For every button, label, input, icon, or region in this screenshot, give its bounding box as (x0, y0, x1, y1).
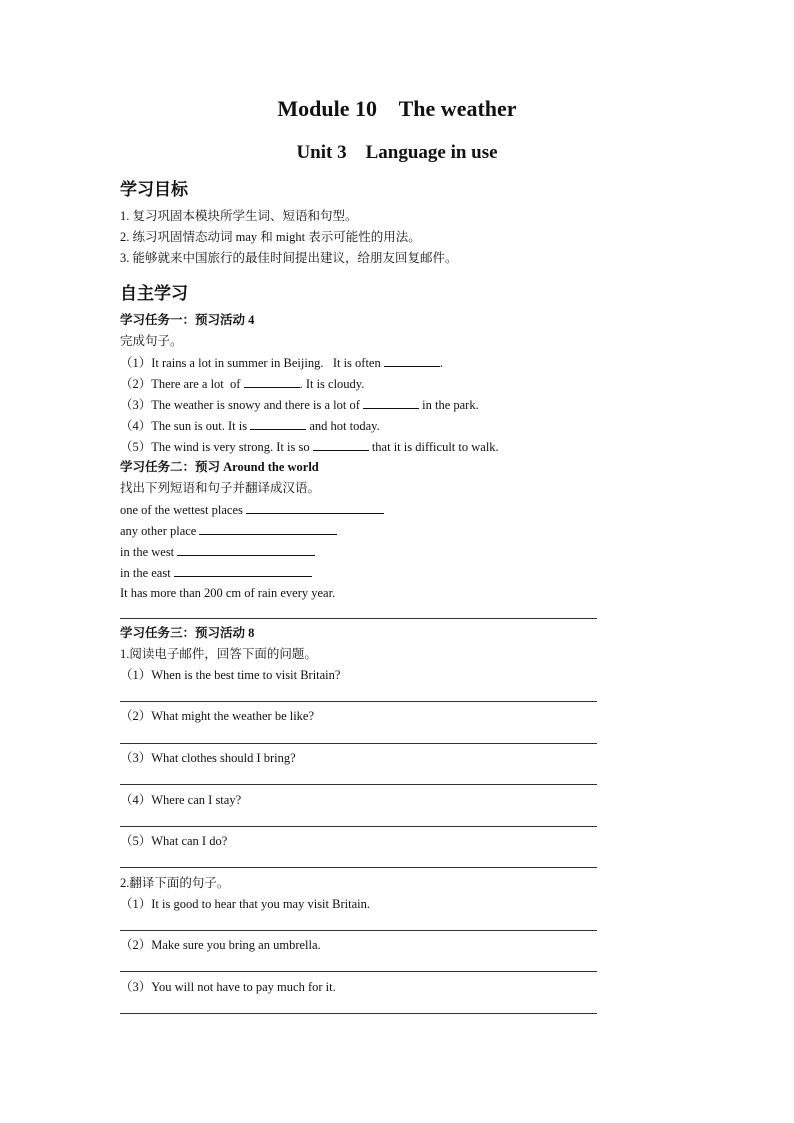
answer-line[interactable] (120, 826, 597, 827)
answer-blank[interactable] (313, 438, 369, 451)
answer-blank[interactable] (244, 375, 300, 388)
task1-item: （4）The sun is out. It is and hot today. (120, 419, 380, 433)
task3-question: （4）Where can I stay? (120, 793, 242, 807)
answer-line[interactable] (120, 618, 597, 619)
task1-item: （5）The wind is very strong. It is so that it is difficult to walk. (120, 440, 499, 454)
answer-blank[interactable] (363, 396, 419, 409)
goal-item: 3. 能够就来中国旅行的最佳时间提出建议，给朋友回复邮件。 (120, 251, 458, 265)
answer-blank[interactable] (246, 501, 384, 514)
answer-line[interactable] (120, 971, 597, 972)
answer-line[interactable] (120, 930, 597, 931)
task2-item: one of the wettest places (120, 501, 384, 518)
task2-item: in the east (120, 564, 312, 581)
goal-item: 2. 练习巩固情态动词 may 和 might 表示可能性的用法。 (120, 230, 421, 244)
task1-title: 学习任务一：预习活动 4 (120, 313, 255, 327)
task1-item: （3）The weather is snowy and there is a lot of in the park. (120, 398, 479, 412)
task1-item: （2）There are a lot of . It is cloudy. (120, 377, 365, 391)
task1-instruction: 完成句子。 (120, 334, 183, 348)
goals-heading: 学习目标 (120, 180, 188, 200)
answer-line[interactable] (120, 1013, 597, 1014)
goal-item: 1. 复习巩固本模块所学生词、短语和句型。 (120, 209, 358, 223)
task3-question: （3）What clothes should I bring? (120, 751, 296, 765)
page-subtitle: Unit 3 Language in use (296, 142, 498, 163)
task3-question: （2）What might the weather be like? (120, 709, 315, 723)
task3-part1-instruction: 1.阅读电子邮件，回答下面的问题。 (120, 647, 317, 661)
task2-item: in the west (120, 543, 315, 560)
answer-line[interactable] (120, 867, 597, 868)
answer-line[interactable] (120, 701, 597, 702)
task2-instruction: 找出下列短语和句子并翻译成汉语。 (120, 481, 321, 495)
task3-question: （1）When is the best time to visit Britain? (120, 668, 341, 682)
task2-item: any other place (120, 522, 337, 539)
task3-question: （5）What can I do? (120, 834, 228, 848)
answer-blank[interactable] (177, 543, 315, 556)
task3-translation: （2）Make sure you bring an umbrella. (120, 938, 321, 952)
task1-item: （1）It rains a lot in summer in Beijing. It is often . (120, 356, 443, 370)
task3-translation: （3）You will not have to pay much for it. (120, 980, 336, 994)
answer-blank[interactable] (250, 417, 306, 430)
page-title: Module 10 The weather (277, 96, 517, 121)
answer-line[interactable] (120, 743, 597, 744)
task3-translation: （1）It is good to hear that you may visit Britain. (120, 897, 370, 911)
answer-blank[interactable] (174, 564, 312, 577)
task2-title: 学习任务二：预习 Around the world (120, 460, 319, 474)
task3-part2-instruction: 2.翻译下面的句子。 (120, 876, 230, 890)
answer-blank[interactable] (199, 522, 337, 535)
answer-line[interactable] (120, 784, 597, 785)
task2-sentence: It has more than 200 cm of rain every year. (120, 586, 336, 600)
task3-title: 学习任务三：预习活动 8 (120, 626, 255, 640)
self-study-heading: 自主学习 (120, 284, 188, 304)
answer-blank[interactable] (384, 354, 440, 367)
